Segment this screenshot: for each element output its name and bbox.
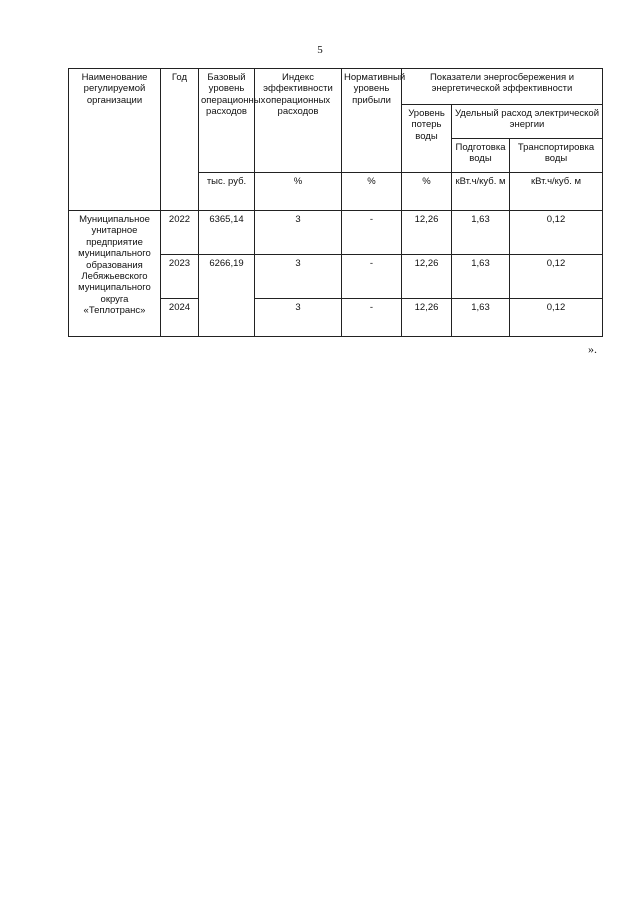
unit-water-preparation: кВт.ч/куб. м bbox=[452, 173, 510, 211]
cell-profit-norm: - bbox=[342, 255, 402, 299]
tariff-table bbox=[68, 68, 603, 337]
cell-base-level: 6266,19 bbox=[199, 255, 255, 337]
cell-efficiency-index: 3 bbox=[255, 211, 342, 255]
cell-water-transport: 0,12 bbox=[510, 211, 603, 255]
cell-water-loss: 12,26 bbox=[402, 299, 452, 337]
cell-base-level: 6365,14 bbox=[199, 211, 255, 255]
header-water-transport: Транспортировка воды bbox=[510, 139, 603, 173]
header-org-name: Наименование регулируемой организации bbox=[69, 69, 161, 211]
unit-water-transport: кВт.ч/куб. м bbox=[510, 173, 603, 211]
unit-water-loss: % bbox=[402, 173, 452, 211]
header-year: Год bbox=[161, 69, 199, 211]
header-water-loss: Уровень потерь воды bbox=[402, 105, 452, 173]
cell-profit-norm: - bbox=[342, 299, 402, 337]
unit-efficiency-index: % bbox=[255, 173, 342, 211]
cell-year: 2024 bbox=[161, 299, 199, 337]
header-profit-norm: Нормативный уровень прибыли bbox=[342, 69, 402, 173]
table-row bbox=[69, 211, 603, 255]
cell-water-loss: 12,26 bbox=[402, 255, 452, 299]
header-efficiency-index: Индекс эффективности операционных расходов bbox=[255, 69, 342, 173]
cell-water-preparation: 1,63 bbox=[452, 211, 510, 255]
cell-profit-norm: - bbox=[342, 211, 402, 255]
cell-efficiency-index: 3 bbox=[255, 255, 342, 299]
header-base-level: Базовый уровень операционных расходов bbox=[199, 69, 255, 173]
cell-year: 2022 bbox=[161, 211, 199, 255]
cell-water-preparation: 1,63 bbox=[452, 255, 510, 299]
closing-quote: ». bbox=[588, 342, 597, 356]
unit-base-level: тыс. руб. bbox=[199, 173, 255, 211]
unit-profit-norm: % bbox=[342, 173, 402, 211]
cell-water-transport: 0,12 bbox=[510, 255, 603, 299]
page-number: 5 bbox=[317, 44, 323, 56]
header-water-preparation: Подготовка воды bbox=[452, 139, 510, 173]
cell-water-transport: 0,12 bbox=[510, 299, 603, 337]
cell-efficiency-index: 3 bbox=[255, 299, 342, 337]
organization-name: Муниципальное унитарное предприятие муниципального образования Лебяжьевского муниципального округа «Теплотранс» bbox=[69, 211, 161, 337]
header-specific-consumption: Удельный расход электрической энергии bbox=[452, 105, 603, 139]
cell-water-preparation: 1,63 bbox=[452, 299, 510, 337]
cell-year: 2023 bbox=[161, 255, 199, 299]
header-energy-indicators: Показатели энергосбережения и энергетической эффективности bbox=[402, 69, 603, 105]
cell-water-loss: 12,26 bbox=[402, 211, 452, 255]
